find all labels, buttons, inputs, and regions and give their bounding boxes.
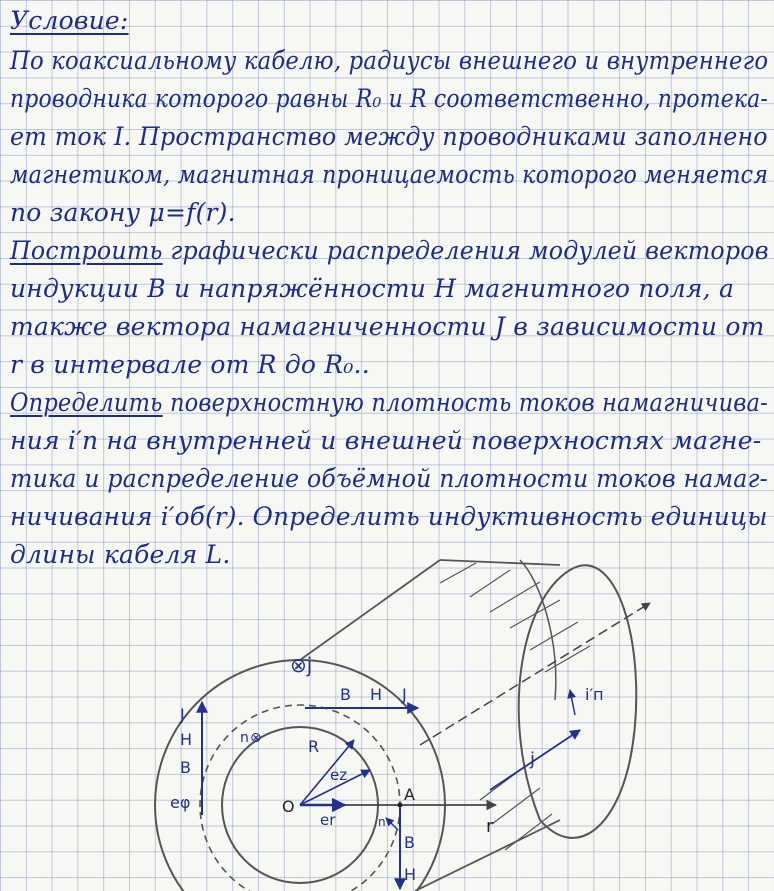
coaxial-cable-figure: [0, 555, 774, 891]
label-R: R: [308, 737, 320, 756]
surface-current-arrow: [570, 690, 575, 715]
task-line-1-text: графически распределения модулей векторов: [162, 236, 769, 265]
point-A-dot: [398, 803, 403, 808]
determine-line-2: ния i′п на внутренней и внешней поверхностях магне-: [10, 426, 762, 455]
label-B-left: B: [180, 758, 191, 777]
condition-line-1: По коаксиальному кабелю, радиусы внешнего и внутреннего: [10, 46, 769, 75]
label-J-left: J: [180, 705, 185, 724]
condition-line-4: магнетиком, магнитная проницаемость которого меняется: [10, 160, 769, 189]
far-end-ellipse: [519, 565, 637, 838]
determine-line-1: [10, 388, 768, 417]
label-j-circle: ⊗j: [290, 653, 313, 677]
label-A: A: [404, 785, 415, 804]
surface-hatching: [440, 563, 590, 850]
determine-line-5: длины кабеля L.: [10, 540, 231, 569]
label-H-left: H: [180, 730, 193, 749]
label-e-z: ez: [330, 766, 348, 784]
task-line-2: индукции B и напряжённости H магнитного поля, а: [10, 274, 735, 303]
label-H-top: H: [370, 685, 383, 704]
heading-condition: Условие:: [10, 6, 129, 35]
label-e-phi: eφ: [170, 793, 191, 812]
label-J-top: J: [402, 685, 407, 704]
label-e-r: er: [320, 811, 336, 829]
label-B-bottom: B: [404, 833, 415, 852]
determine-line-3: тика и распределение объёмной плотности токов намаг-: [10, 464, 768, 493]
label-n-A: n: [378, 815, 386, 829]
label-n-symbol: ⊗: [250, 730, 262, 746]
cable-top-edge-far: [440, 560, 560, 565]
determine-keyword: Определить: [10, 388, 163, 417]
determine-line-1-text: поверхностную плотность токов намагничива-: [162, 388, 768, 417]
dashed-contour-circle: [200, 705, 400, 891]
label-B-top: B: [340, 685, 351, 704]
condition-line-2: проводника которого равны R₀ и R соответственно, протека-: [10, 84, 769, 113]
cable-top-edge: [300, 560, 440, 660]
condition-line-3: ет ток I. Пространство между проводниками заполнено: [10, 122, 768, 151]
label-j-right: j: [530, 749, 536, 770]
label-r-axis: r: [486, 816, 494, 837]
label-O: O: [282, 797, 295, 816]
normal-A-arrow: [386, 818, 398, 830]
task-line-3: также вектора намагниченности J в зависимости от: [10, 312, 765, 341]
label-n-top: n: [240, 730, 249, 746]
task-keyword: Построить: [10, 236, 163, 265]
determine-line-4: ничивания i′об(r). Определить индуктивность единицы: [10, 502, 768, 531]
label-H-bottom: H: [404, 865, 417, 884]
condition-line-5: по закону μ=f(r).: [10, 198, 236, 227]
label-surface-current: i′п: [585, 685, 604, 704]
far-end-inner-curve: [520, 560, 556, 700]
task-line-1: [10, 236, 769, 265]
task-line-4: r в интервале от R до R₀..: [10, 350, 370, 379]
cable-axis-line: [420, 603, 650, 745]
